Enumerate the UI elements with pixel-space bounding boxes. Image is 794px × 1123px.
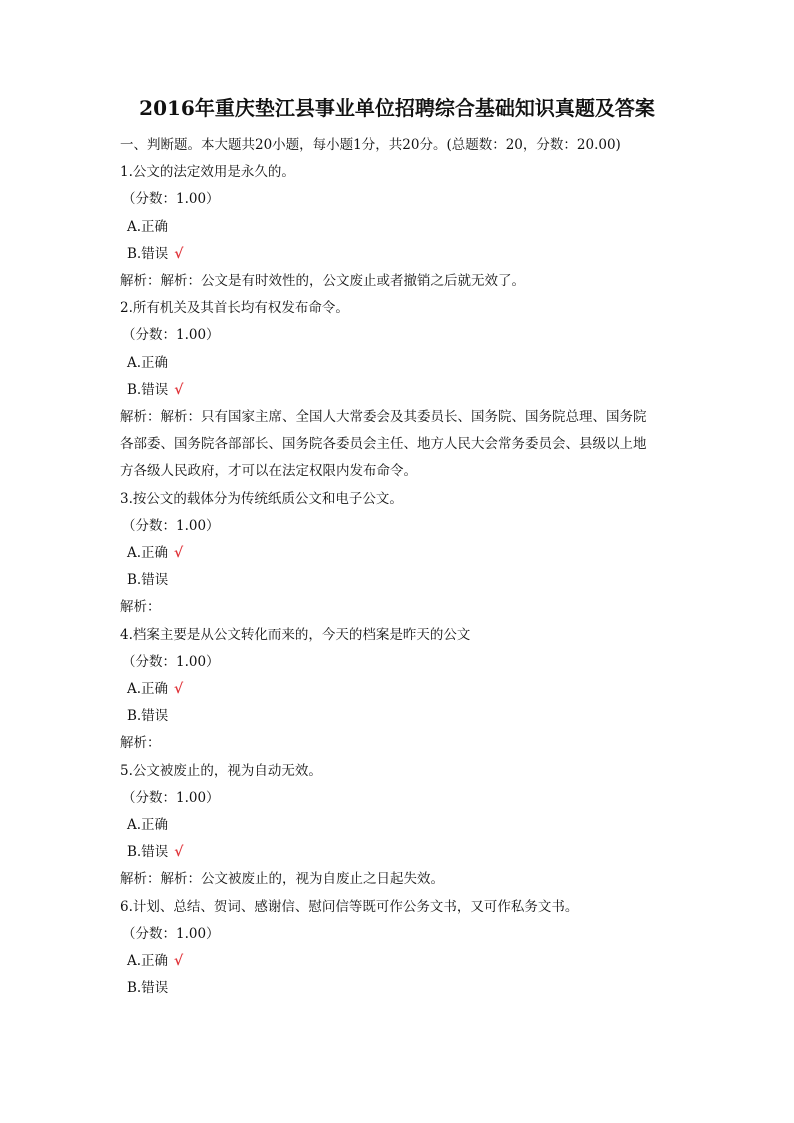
correct-check-icon: √ xyxy=(174,953,184,970)
document-title: 2016年重庆垫江县事业单位招聘综合基础知识真题及答案 xyxy=(139,96,655,120)
question-stem-text: 3.按公文的载体分为传统纸质公文和电子公文。 xyxy=(120,490,403,507)
question-item xyxy=(120,486,674,622)
question-analysis-text: 解析： xyxy=(120,735,161,752)
question-analysis-text: 解析： xyxy=(120,599,161,616)
section-header: 一、判断题。本大题共20小题，每小题1分，共20分。(总题数：20，分数：20.00) xyxy=(120,137,621,153)
question-item xyxy=(120,295,674,485)
option-a-text: A.正确 xyxy=(127,354,169,371)
option-b xyxy=(120,567,674,594)
option-b xyxy=(120,377,674,404)
option-b xyxy=(120,839,674,866)
question-score xyxy=(120,322,674,349)
question-list xyxy=(120,159,674,1002)
option-a-text: A.正确 xyxy=(127,681,169,698)
option-b-text: B.错误 xyxy=(127,572,169,589)
option-b-text: B.错误 xyxy=(127,980,169,997)
question-analysis-text: 各部委、国务院各部部长、国务院各委员会主任、地方人民大会常务委员会、县级以上地 xyxy=(120,436,647,453)
option-a xyxy=(120,676,674,703)
question-stem xyxy=(120,758,674,785)
correct-check-icon: √ xyxy=(174,545,184,562)
question-analysis xyxy=(120,268,674,295)
option-b-text: B.错误 xyxy=(127,381,169,398)
question-analysis xyxy=(120,458,674,485)
option-a xyxy=(120,540,674,567)
question-score xyxy=(120,921,674,948)
option-b xyxy=(120,703,674,730)
question-score-text: （分数：1.00） xyxy=(122,653,220,670)
question-score-text: （分数：1.00） xyxy=(122,517,220,534)
question-score-text: （分数：1.00） xyxy=(122,789,220,806)
question-item xyxy=(120,159,674,295)
question-analysis-text: 解析：解析：公文被废止的，视为自废止之日起失效。 xyxy=(120,871,444,888)
question-stem-text: 4.档案主要是从公文转化而来的，今天的档案是昨天的公文 xyxy=(120,626,471,643)
question-analysis xyxy=(120,594,674,621)
question-analysis xyxy=(120,431,674,458)
correct-check-icon: √ xyxy=(174,381,184,398)
option-a-text: A.正确 xyxy=(127,953,169,970)
question-score xyxy=(120,513,674,540)
question-stem xyxy=(120,295,674,322)
question-score-text: （分数：1.00） xyxy=(122,191,220,208)
question-stem xyxy=(120,486,674,513)
question-stem-text: 1.公文的法定效用是永久的。 xyxy=(120,164,295,181)
option-a xyxy=(120,948,674,975)
option-a-text: A.正确 xyxy=(127,817,169,834)
question-item xyxy=(120,622,674,758)
correct-check-icon: √ xyxy=(174,245,184,262)
question-analysis xyxy=(120,404,674,431)
option-b xyxy=(120,975,674,1002)
option-a-text: A.正确 xyxy=(127,545,169,562)
question-score-text: （分数：1.00） xyxy=(122,327,220,344)
question-stem xyxy=(120,159,674,186)
option-a xyxy=(120,214,674,241)
question-stem-text: 5.公文被废止的，视为自动无效。 xyxy=(120,762,322,779)
question-score xyxy=(120,785,674,812)
correct-check-icon: √ xyxy=(174,681,184,698)
question-item xyxy=(120,894,674,1003)
question-analysis xyxy=(120,866,674,893)
option-a-text: A.正确 xyxy=(127,218,169,235)
option-a xyxy=(120,812,674,839)
question-stem xyxy=(120,894,674,921)
question-analysis-text: 方各级人民政府，才可以在法定权限内发布命令。 xyxy=(120,463,417,480)
correct-check-icon: √ xyxy=(174,844,184,861)
question-score xyxy=(120,186,674,213)
question-stem xyxy=(120,622,674,649)
question-score-text: （分数：1.00） xyxy=(122,925,220,942)
question-analysis-text: 解析：解析：公文是有时效性的，公文废止或者撤销之后就无效了。 xyxy=(120,273,525,290)
option-a xyxy=(120,350,674,377)
option-b-text: B.错误 xyxy=(127,245,169,262)
question-stem-text: 6.计划、总结、贺词、感谢信、慰问信等既可作公务文书，又可作私务文书。 xyxy=(120,898,579,915)
question-item xyxy=(120,758,674,894)
question-analysis-text: 解析：解析：只有国家主席、全国人大常委会及其委员长、国务院、国务院总理、国务院 xyxy=(120,409,647,426)
question-stem-text: 2.所有机关及其首长均有权发布命令。 xyxy=(120,300,349,317)
option-b xyxy=(120,241,674,268)
option-b-text: B.错误 xyxy=(127,708,169,725)
option-b-text: B.错误 xyxy=(127,844,169,861)
question-analysis xyxy=(120,730,674,757)
question-score xyxy=(120,649,674,676)
